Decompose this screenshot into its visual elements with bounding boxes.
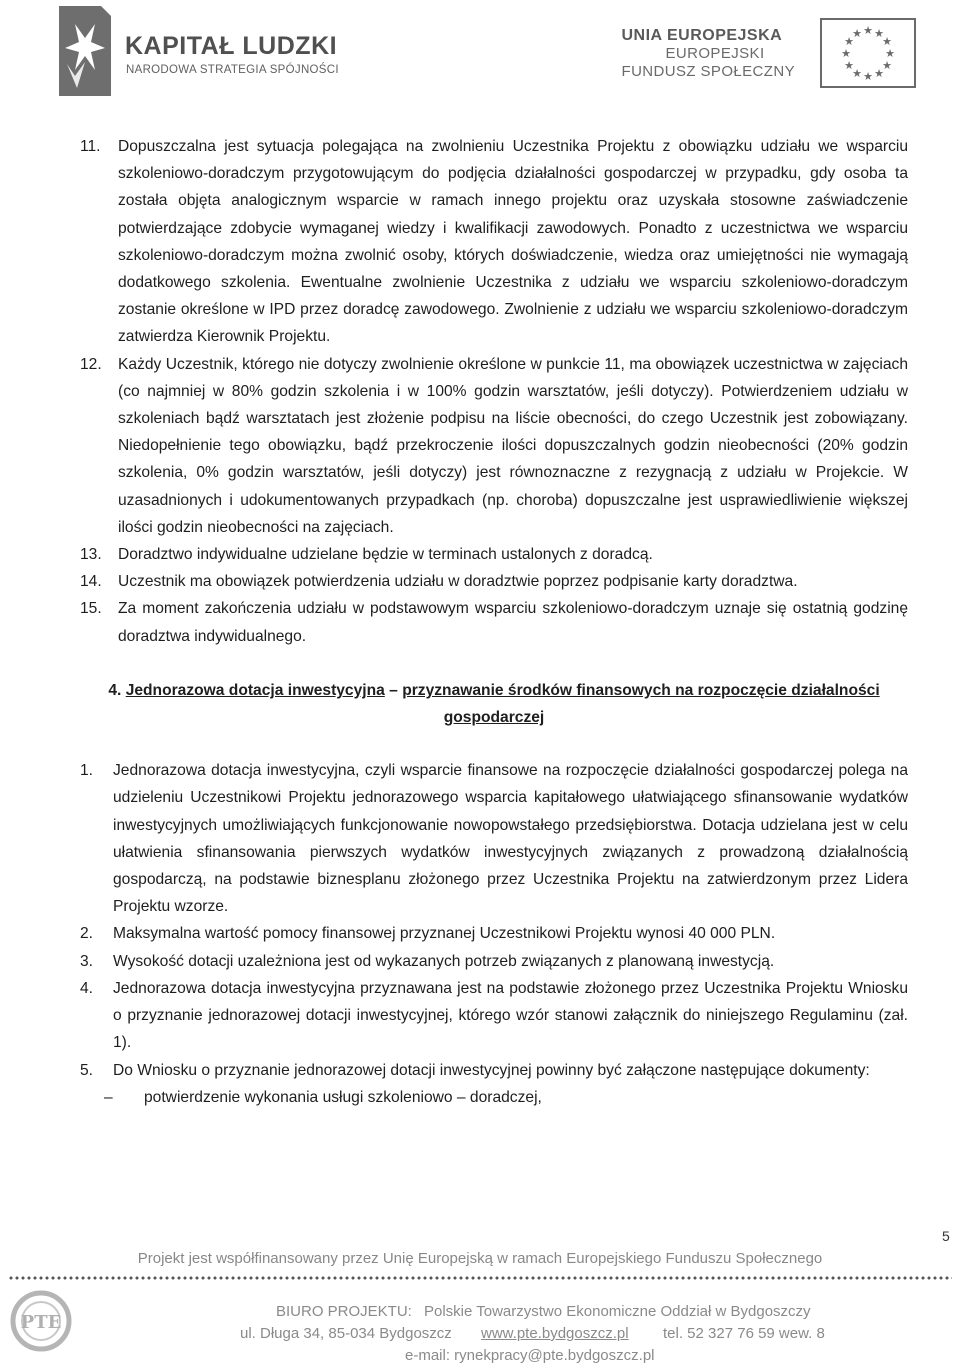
list-item xyxy=(80,948,908,975)
list-item-text: Jednorazowa dotacja inwestycyjna, czyli wsparcie finansowe na rozpoczęcie działalności gospodarczej polega na udzieleniu Uczestnikowi Projektu jednorazowego wsparcia kapitałowego ułatwiającego sfinansowanie wydatków inwestycyjnych umożliwiających funkcjonowanie nowopowstałego przedsiębiorstwa. Dotacja udzielana jest w celu ułatwienia sfinansowania pierwszych wydatków inwestycyjnych związanych z prowadzoną działalnością gospodarczą, na podstawie biznesplanu złożonego przez Uczestnika Projektu na zatwierdzonym przez Lidera Projektu wzorze. xyxy=(113,762,908,916)
list-item xyxy=(80,975,908,1057)
list-item-text: Doradztwo indywidualne udzielane będzie w terminach ustalonych z doradcą. xyxy=(118,546,653,564)
section-title-rest: przyznawanie środków finansowych na rozpoczęcie działalności gospodarczej xyxy=(402,681,880,727)
dash-item-text: potwierdzenie wykonania usługi szkoleniowo – doradczej, xyxy=(144,1088,542,1106)
list-item-number: 15. xyxy=(80,600,102,618)
numbered-list-a xyxy=(80,133,908,650)
svg-text:★: ★ xyxy=(863,24,873,37)
list-item-text: Jednorazowa dotacja inwestycyjna przyznawana jest na podstawie złożonego przez Uczestnika Projektu Wniosku o przyznanie jednorazowej dotacji inwestycyjnej, którego wzór stanowi załącznik do niniejszego Regulaminu (zał. 1). xyxy=(113,979,908,1052)
svg-text:★: ★ xyxy=(844,59,854,72)
svg-text:★: ★ xyxy=(844,35,854,48)
website-link[interactable]: www.pte.bydgoszcz.pl xyxy=(481,1325,629,1342)
list-item xyxy=(80,541,908,568)
svg-text:★: ★ xyxy=(874,27,884,40)
list-item-text: Maksymalna wartość pomocy finansowej przyznanej Uczestnikowi Projektu wynosi 40 000 PLN. xyxy=(113,925,776,943)
list-item-text: Każdy Uczestnik, którego nie dotyczy zwolnienie określone w punkcie 11, ma obowiązek uczestnictwa w zajęciach (co najmniej w 80% godzin szkolenia i w 100% godzin warsztatów, jeśli dotyczy). Potwierdzeniem udziału w szkoleniach bądź warsztatach jest złożenie podpisu na liście obecności, do czego Uczestnik jest zobowiązany. Niedopełnienie tego obowiązku, bądź przekroczenie ilości dopuszczalnych godzin nieobecności (20% godzin szkolenia, 0% godzin warsztatów, jeśli dotyczy) jest równoznaczne z rezygnacją z udziału w Projekcie. W uzasadnionych i udokumentowanych przypadkach (np. choroba) dopuszczalne jest usprawiedliwienie większej ilości godzin nieobecności na zajęciach. xyxy=(118,355,908,536)
list-item xyxy=(80,920,908,947)
organization-name: Polskie Towarzystwo Ekonomiczne Oddział w Bydgoszczy xyxy=(424,1303,811,1320)
list-item-number: 13. xyxy=(80,546,102,564)
list-item-number: 4. xyxy=(80,979,94,997)
list-item xyxy=(80,1057,908,1084)
office-address: ul. Długa 34, 85-034 Bydgoszcz xyxy=(240,1325,452,1342)
dotted-divider xyxy=(8,1275,952,1281)
office-phone: tel. 52 327 76 59 wew. 8 xyxy=(663,1325,825,1342)
svg-text:★: ★ xyxy=(885,47,895,60)
section-number: 4. xyxy=(108,681,122,699)
eu-line-fund: FUNDUSZ SPOŁECZNY xyxy=(621,63,795,80)
page-header xyxy=(0,0,960,100)
kapital-ludzki-title: KAPITAŁ LUDZKI xyxy=(125,32,338,60)
svg-text:★: ★ xyxy=(852,67,862,80)
footer-row-contact xyxy=(200,1323,960,1345)
footer-contact xyxy=(200,1301,960,1367)
section-title-dash: – xyxy=(389,681,398,699)
kapital-ludzki-subtitle: NARODOWA STRATEGIA SPÓJNOŚCI xyxy=(126,64,339,76)
svg-text:★: ★ xyxy=(882,59,892,72)
list-item-number: 3. xyxy=(80,952,94,970)
eu-line-union: UNIA EUROPEJSKA xyxy=(621,27,783,44)
page-number: 5 xyxy=(942,1228,950,1244)
list-item-text: Za moment zakończenia udziału w podstawowym wsparciu szkoleniowo-doradczym uznaje się ostatnią godzinę doradztwa indywidualnego. xyxy=(118,600,908,645)
cofinance-note: Projekt jest współfinansowany przez Unię Europejską w ramach Europejskiego Funduszu Społecznego xyxy=(137,1250,823,1267)
list-item xyxy=(80,133,908,351)
kapital-ludzki-logo-icon xyxy=(55,2,115,97)
list-item-number: 11. xyxy=(80,138,101,155)
eu-text-block xyxy=(622,26,796,81)
list-item-text: Do Wniosku o przyznanie jednorazowej dotacji inwestycyjnej powinny być załączone następujące dokumenty: xyxy=(113,1061,870,1079)
list-item xyxy=(80,568,908,595)
office-label: BIURO PROJEKTU: xyxy=(276,1303,412,1320)
list-item-number: 14. xyxy=(80,573,102,591)
section-title-underlined: Jednorazowa dotacja inwestycyjna xyxy=(125,681,385,699)
list-item xyxy=(80,595,908,649)
list-item-number: 12. xyxy=(80,355,102,373)
footer-row-org xyxy=(200,1301,960,1323)
list-item-text: Dopuszczalna jest sytuacja polegająca na zwolnieniu Uczestnika Projektu z obowiązku udziału we wsparciu szkoleniowo-doradczym przygotowującym do podjęcia działalności gospodarczej w przypadku, gdy osoba ta została objęta analogicznym wsparcie w ramach innego projektu oraz uzyskała stosowne zaświadczenie potwierdzające zdobycie wymaganej wiedzy i kwalifikacji zawodowych. Ponadto z uczestnictwa we wsparciu szkoleniowo-doradczym można zwolnić osoby, których doświadczenie, wiedza oraz umiejętności nie wymagają dodatkowego szkolenia. Ewentualne zwolnienie Uczestnika z udziału we wsparciu szkoleniowo-doradczym zostanie określone w IPD przez doradcę zawodowego. Zwolnienie z udziału we wsparciu szkoleniowo-doradczym zatwierdza Kierownik Projektu. xyxy=(118,138,908,346)
list-item-number: 2. xyxy=(80,925,94,943)
svg-text:★: ★ xyxy=(874,67,884,80)
svg-text:★: ★ xyxy=(863,70,873,83)
svg-text:★: ★ xyxy=(852,27,862,40)
footer-row-email xyxy=(200,1345,960,1367)
svg-text:★: ★ xyxy=(841,47,851,60)
eu-line-european: EUROPEJSKI xyxy=(665,45,765,62)
list-item-number: 5. xyxy=(80,1061,94,1079)
list-item-text: Wysokość dotacji uzależniona jest od wykazanych potrzeb związanych z planowaną inwestycją. xyxy=(113,952,775,970)
list-item-text: Uczestnik ma obowiązek potwierdzenia udziału w doradztwie poprzez podpisanie karty doradztwa. xyxy=(118,573,798,591)
eu-flag-icon xyxy=(820,18,916,88)
svg-text:PTE: PTE xyxy=(20,1312,62,1333)
list-item xyxy=(80,757,908,920)
svg-text:★: ★ xyxy=(882,35,892,48)
list-item xyxy=(80,351,908,541)
office-email[interactable]: e-mail: rynekpracy@pte.bydgoszcz.pl xyxy=(405,1347,655,1364)
numbered-list-b xyxy=(80,757,908,1083)
dash-bullet: – xyxy=(104,1088,113,1106)
list-item-number: 1. xyxy=(80,762,94,780)
section-heading xyxy=(80,677,908,731)
pte-logo-icon xyxy=(10,1284,72,1358)
dash-list-item xyxy=(104,1084,908,1111)
document-body xyxy=(80,133,908,1111)
